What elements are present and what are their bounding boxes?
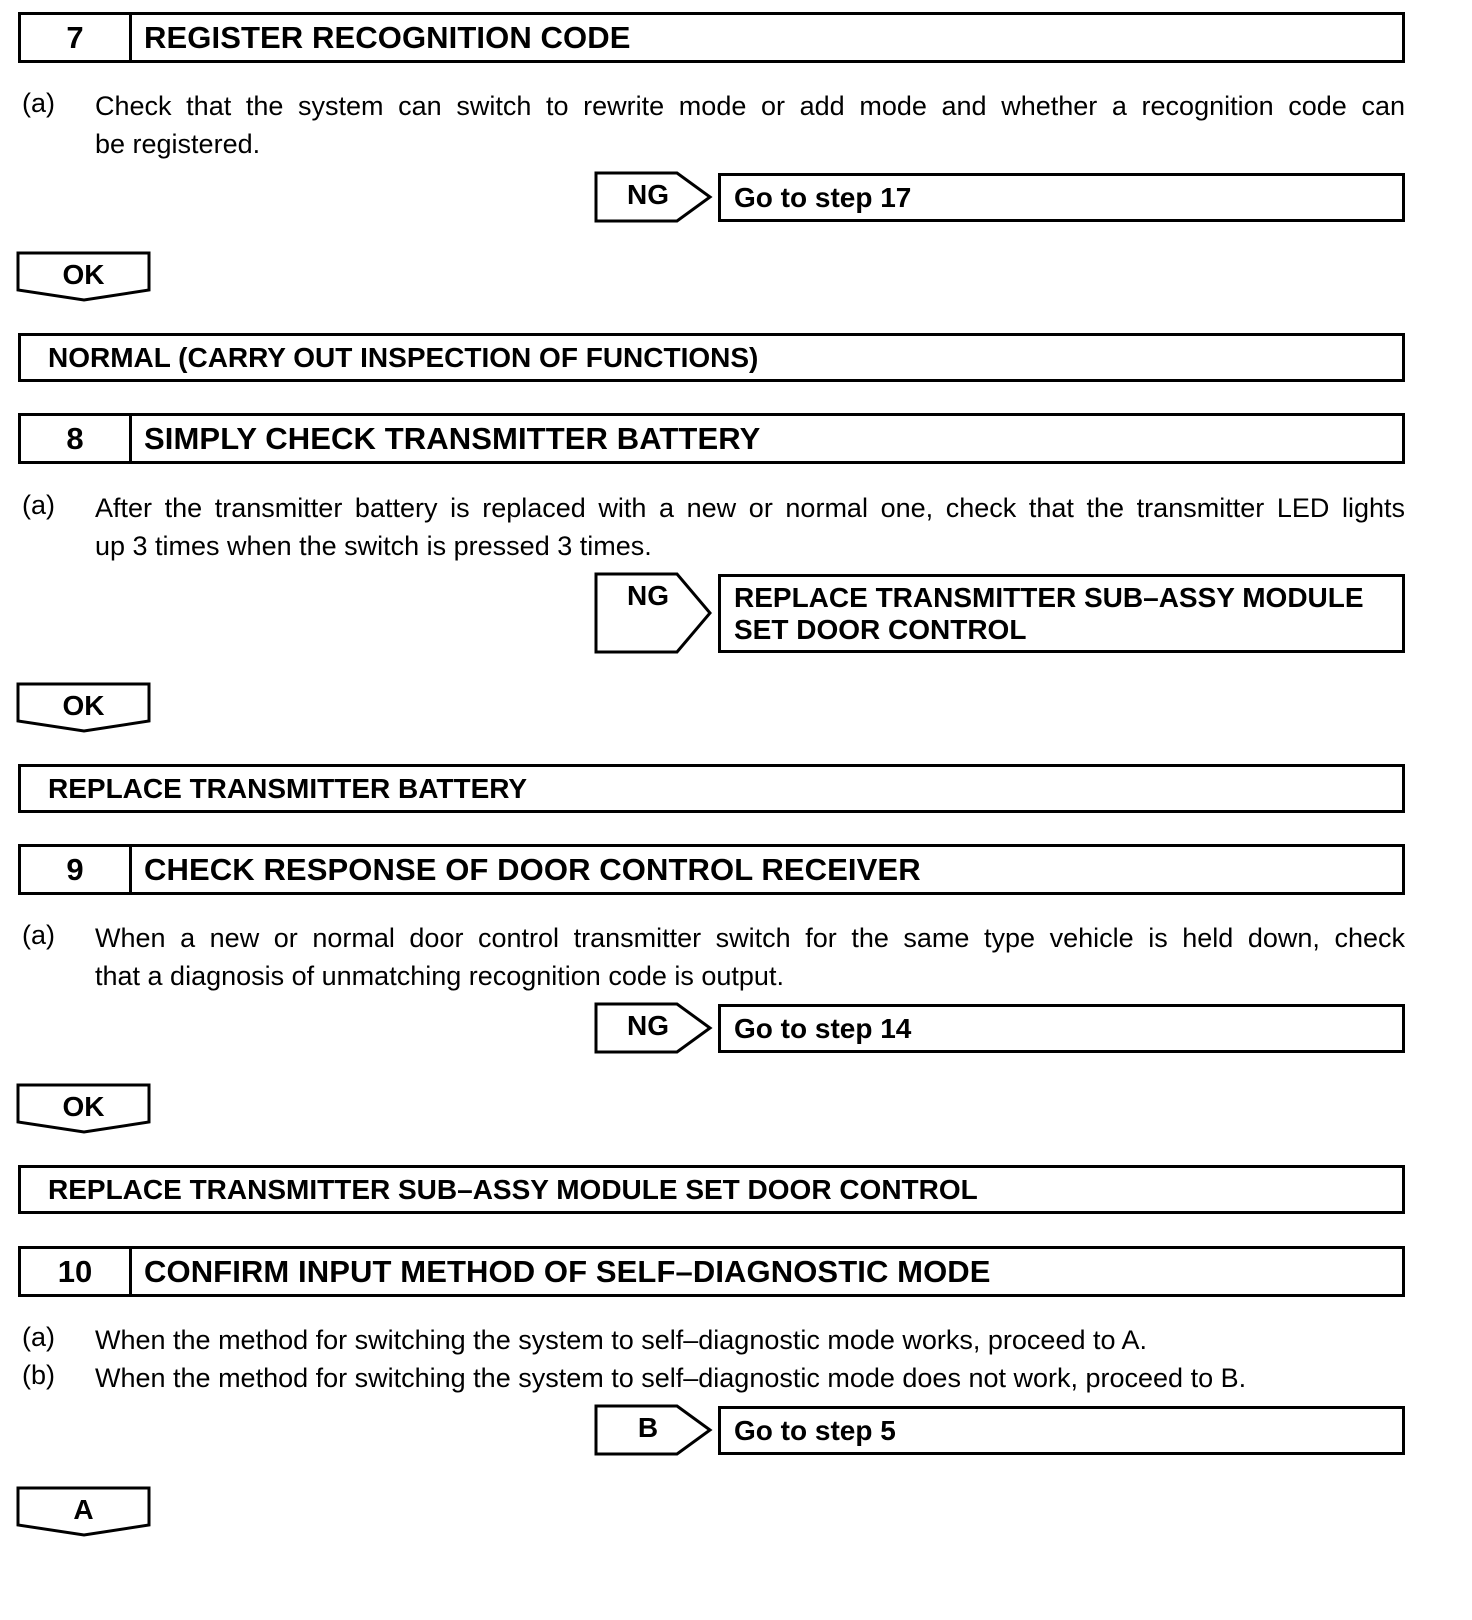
item-label: (b) bbox=[22, 1360, 55, 1390]
item-text-line: be registered. bbox=[95, 129, 261, 159]
item-text-line: up 3 times when the switch is pressed 3 times. bbox=[95, 531, 652, 561]
step-title: REGISTER RECOGNITION CODE bbox=[144, 19, 631, 55]
step-title: CONFIRM INPUT METHOD OF SELF–DIAGNOSTIC MODE bbox=[144, 1253, 991, 1289]
item-label: (a) bbox=[22, 1322, 55, 1352]
item-label: (a) bbox=[22, 490, 55, 520]
item-text-line: that a diagnosis of unmatching recognition code is output. bbox=[95, 961, 784, 991]
item-text-line: When a new or normal door control transmitter switch for the same type vehicle is held down, check bbox=[95, 923, 1405, 953]
item-label: (a) bbox=[22, 920, 55, 950]
a-label: A bbox=[73, 1494, 94, 1525]
item-text-line: When the method for switching the system to self–diagnostic mode works, proceed to A. bbox=[95, 1325, 1148, 1355]
step-number: 7 bbox=[21, 15, 132, 60]
ng-label: NG bbox=[627, 1010, 669, 1041]
result-box: REPLACE TRANSMITTER BATTERY bbox=[18, 764, 1405, 813]
ok-label: OK bbox=[62, 690, 105, 721]
result-box: REPLACE TRANSMITTER SUB–ASSY MODULE SET DOOR CONTROL bbox=[18, 1165, 1405, 1214]
item-text-line: After the transmitter battery is replaced with a new or normal one, check that the transmitter LED lights bbox=[95, 493, 1405, 523]
ok-label: OK bbox=[62, 1091, 105, 1122]
b-label: B bbox=[637, 1412, 659, 1443]
item-text-line: When the method for switching the system to self–diagnostic mode does not work, proceed to B. bbox=[95, 1363, 1247, 1393]
step-title: CHECK RESPONSE OF DOOR CONTROL RECEIVER bbox=[144, 851, 921, 887]
item-label: (a) bbox=[22, 88, 55, 118]
ng-label: NG bbox=[627, 580, 669, 611]
ng-target-text: Go to step 14 bbox=[734, 1012, 912, 1044]
b-target-text: Go to step 5 bbox=[734, 1414, 896, 1446]
ng-target-text: REPLACE TRANSMITTER SUB–ASSY MODULE bbox=[734, 581, 1364, 613]
ng-target-text: SET DOOR CONTROL bbox=[734, 613, 1027, 645]
ng-target-text: Go to step 17 bbox=[734, 181, 912, 213]
item-text-line: Check that the system can switch to rewrite mode or add mode and whether a recognition code can bbox=[95, 91, 1405, 121]
step-number: 10 bbox=[21, 1249, 132, 1294]
step-number: 8 bbox=[21, 416, 132, 461]
ng-label: NG bbox=[627, 179, 669, 210]
ok-label: OK bbox=[62, 259, 105, 290]
result-box: NORMAL (CARRY OUT INSPECTION OF FUNCTIONS) bbox=[18, 333, 1405, 382]
step-number: 9 bbox=[21, 847, 132, 892]
step-title: SIMPLY CHECK TRANSMITTER BATTERY bbox=[144, 420, 761, 456]
